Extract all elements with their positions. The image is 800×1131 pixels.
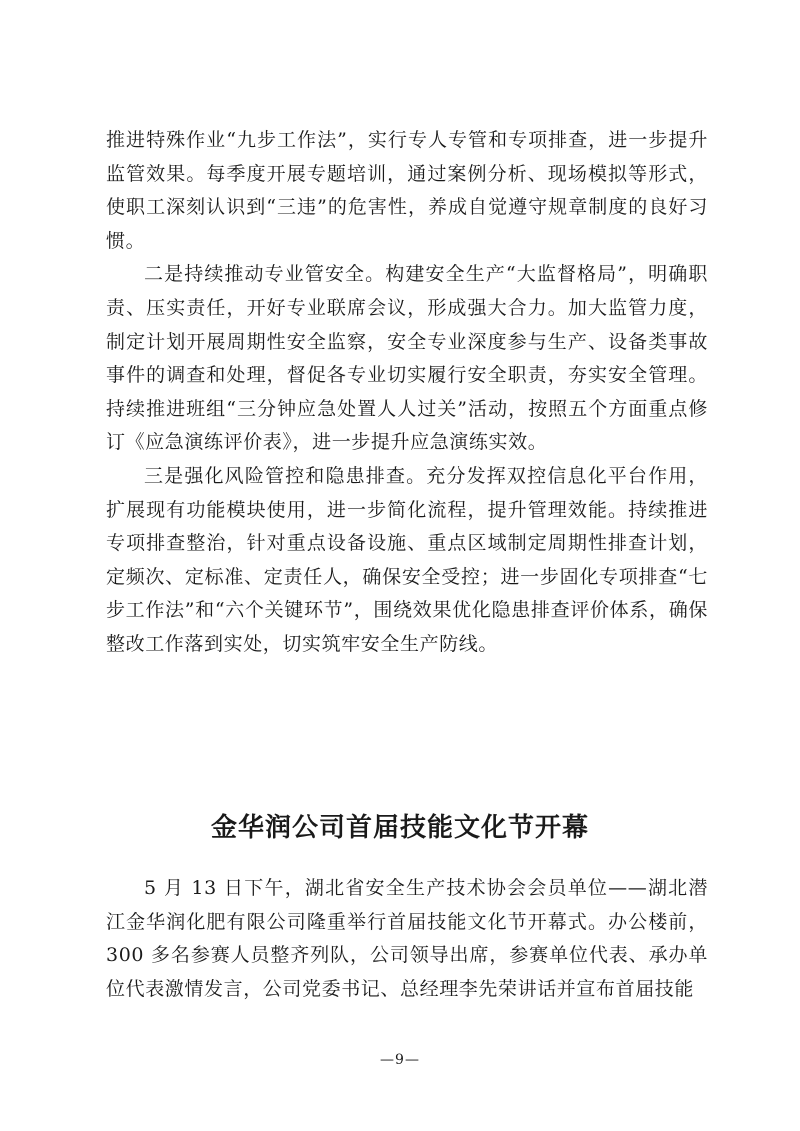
article-title: 金华润公司首届技能文化节开幕 (210, 813, 589, 843)
article-body (106, 872, 708, 1006)
page-number: —9— (380, 1052, 420, 1068)
article-continuation (106, 124, 708, 662)
paragraph-professional-safety: 二是持续推动专业管安全。构建安全生产“大监督格局”，明确职责、压实责任，开好专业联席会议，形成强大合力。加大监管力度，制定计划开展周期性安全监察，安全专业深度参与生产、设备类事故事件的调查和处理，督促各专业切实履行安全职责，夯实安全管理。持续推进班组“三分钟应急处置人人过关”活动，按照五个方面重点修订《应急演练评价表》，进一步提升应急演练实效。 (106, 263, 708, 454)
paragraph-risk-control: 三是强化风险管控和隐患排查。充分发挥双控信息化平台作用，扩展现有功能模块使用，进一步简化流程，提升管理效能。持续推进专项排查整治，针对重点设备设施、重点区域制定周期性排查计划，定频次、定标准、定责任人，确保安全受控；进一步固化专项排查“七步工作法”和“六个关键环节”，围绕效果优化隐患排查评价体系，确保整改工作落到实处，切实筑牢安全生产防线。 (106, 464, 708, 655)
paragraph-opening-ceremony: 5 月 13 日下午，湖北省安全生产技术协会会员单位——湖北潜江金华润化肥有限公司隆重举行首届技能文化节开幕式。办公楼前，300 多名参赛人员整齐列队，公司领导出席，参赛单位代表、承办单位代表激情发言，公司党委书记、总经理李先荣讲话并宣布首届技能 (106, 877, 708, 1000)
paragraph-safety-steps: 推进特殊作业“九步工作法”，实行专人专管和专项排查，进一步提升监管效果。每季度开展专题培训，通过案例分析、现场模拟等形式，使职工深刻认识到“三违”的危害性，养成自觉遵守规章制度的良好习惯。 (106, 129, 708, 252)
